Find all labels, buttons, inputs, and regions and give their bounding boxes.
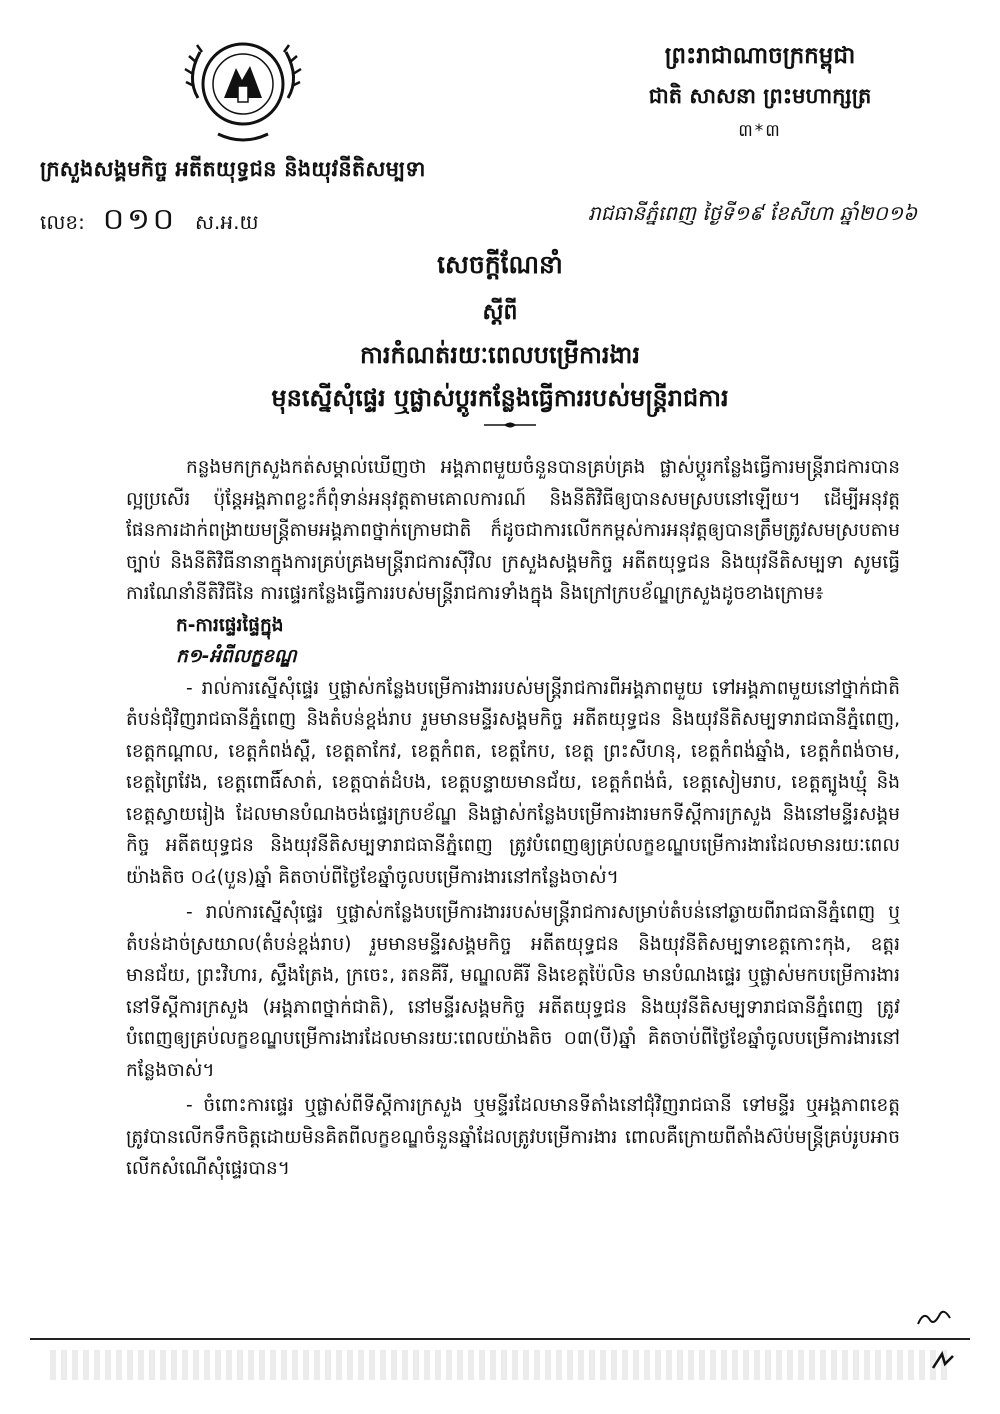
subsection-heading: ក១-អំពីលក្ខខណ្ឌ [176,646,297,667]
handwritten-corner-mark [930,1350,956,1372]
footer-divider [30,1338,970,1340]
reference-suffix: ស.អ.យ [195,210,259,234]
condition-paragraph-1: - រាល់ការស្នើសុំផ្ទេរ ឬផ្លាស់កន្លែងបម្រើការងាររបស់មន្ត្រីរាជការពីអង្គភាពមួយ ទៅអង្គភាពមួយនៅថ្នាក់ជាតិតំបន់ជុំវិញរាជធានីភ្នំពេញ និងតំបន់ខ្ពង់រាប រួមមានមន្ទីរសង្គមកិច្ច អតីតយុទ្ធជន និងយុវនីតិសម្បទារាជធានីភ្នំពេញ, ខេត្តកណ្តាល, ខេត្តកំពង់ស្ពឺ, ខេត្តតាកែវ, ខេត្តកំពត, ខេត្តកែប, ខេត្ត ព្រះសីហនុ, ខេត្តកំពង់ឆ្នាំង, ខេត្តកំពង់ចាម, ខេត្តព្រៃវែង, ខេត្តពោធិ៍សាត់, ខេត្តបាត់ដំបង, ខេត្តបន្ទាយមានជ័យ, ខេត្តកំពង់ធំ, ខេត្តសៀមរាប, ខេត្តត្បូងឃ្មុំ និងខេត្តស្វាយរៀង ដែលមានបំណងចង់ផ្ទេរក្របខ័ណ្ឌ និងផ្លាស់កន្លែងបម្រើការងារមកទីស្តីការក្រសួង និងនៅមន្ទីរសង្គមកិច្ច អតីតយុទ្ធជន និងយុវនីតិសម្បទារាជធានីភ្នំពេញ ត្រូវបំពេញឲ្យគ្រប់លក្ខខណ្ឌបម្រើការងារដែលមានរយៈពេលយ៉ាងតិច ០៤(បួន)ឆ្នាំ គិតចាប់ពីថ្ងៃខែឆ្នាំចូលបម្រើការងារនៅកន្លែងចាស់។ [126,677,900,888]
title-subject-line-1: ការកំណត់រយៈពេលបម្រើការងារ [360,341,640,369]
kingdom-header [600,42,920,145]
condition-paragraph-3: - ចំពោះការផ្ទេរ ឬផ្លាស់ពីទីស្តីការក្រសួង ឬមន្ទីរដែលមានទីតាំងនៅជុំវិញរាជធានី ទៅមន្ទីរ ឬអង្គភាពខេត្ត ត្រូវបានលើកទឹកចិត្តដោយមិនគិតពីលក្ខខណ្ឌចំនួនឆ្នាំដែលត្រូវបម្រើការងារ ពោលគឺក្រោយពីតាំងស៊ប់មន្ត្រីគ្រប់រូបអាចលើកសំណើសុំផ្ទេរបាន។ [126,1095,900,1179]
handwritten-initials [914,1306,954,1330]
footer-bleedthrough [50,1350,950,1380]
document-type: សេចក្តីណែនាំ [437,250,563,279]
document-body [126,452,900,1185]
intro-paragraph: កន្លងមកក្រសួងកត់សម្គាល់ឃើញថា អង្គភាពមួយចំនួនបានគ្រប់គ្រង ផ្លាស់ប្តូរកន្លែងធ្វើការមន្ត្រីរាជការបានល្អប្រសើរ ប៉ុន្តែអង្គភាពខ្លះក៏ពុំទាន់អនុវត្តតាមគោលការណ៍ និងនីតិវិធីឲ្យបានសមស្របនៅឡើយ។ ដើម្បីអនុវត្តផែនការដាក់ពង្រាយមន្ត្រីតាមអង្គភាពថ្នាក់ក្រោមជាតិ ក៏ដូចជាការលើកកម្ពស់ការអនុវត្តឲ្យបានត្រឹមត្រូវសមស្របតាមច្បាប់ និងនីតិវិធីនានាក្នុងការគ្រប់គ្រងមន្ត្រីរាជការស៊ីវិល ក្រសួងសង្គមកិច្ច អតីតយុទ្ធជន និងយុវនីតិសម្បទា សូមធ្វើការណែនាំនីតិវិធីនៃ ការផ្ទេរកន្លែងធ្វើការរបស់មន្ត្រីរាជការទាំងក្នុង និងក្រៅក្របខ័ណ្ឌក្រសួងដូចខាងក្រោម៖ [126,457,900,604]
reference-label: លេខ: [40,210,85,234]
header-ornament: ៣*៣ [738,121,782,141]
title-about: ស្តីពី [482,300,518,325]
reference-line [40,200,259,244]
section-heading: ក-ការផ្ទេរផ្ទៃក្នុង [176,614,284,636]
reference-number: ០១០ [102,202,178,237]
title-subject-line-2: មុនស្នើសុំផ្ទេរ ឬផ្លាស់ប្តូរកន្លែងធ្វើការរបស់មន្ត្រីរាជការ [271,384,729,412]
condition-paragraph-2: - រាល់ការស្នើសុំផ្ទេរ ឬផ្លាស់កន្លែងបម្រើការងាររបស់មន្ត្រីរាជការសម្រាប់តំបន់នៅឆ្ងាយពីរាជធានីភ្នំពេញ ឬតំបន់ដាច់ស្រយាល(តំបន់ខ្ពង់រាប) រួមមានមន្ទីរសង្គមកិច្ច អតីតយុទ្ធជន និងយុវនីតិសម្បទាខេត្តកោះកុង, ឧត្តរមានជ័យ, ព្រះវិហារ, ស្ទឹងត្រែង, ក្រចេះ, រតនគីរី, មណ្ឌលគីរី និងខេត្តប៉ៃលិន មានបំណងផ្ទេរ ឬផ្លាស់មកបម្រើការងារនៅទីស្តីការក្រសួង (អង្គភាពថ្នាក់ជាតិ), នៅមន្ទីរសង្គមកិច្ច អតីតយុទ្ធជន និងយុវនីតិសម្បទារាជធានីភ្នំពេញ ត្រូវបំពេញឲ្យគ្រប់លក្ខខណ្ឌបម្រើការងារដែលមានរយៈពេលយ៉ាងតិច ០៣(បី)ឆ្នាំ គិតចាប់ពីថ្ងៃខែឆ្នាំចូលបម្រើការងារនៅកន្លែងចាស់។ [126,902,900,1081]
national-motto: ជាតិ សាសនា ព្រះមហាក្សត្រ [648,84,872,108]
ministry-name: ក្រសួងសង្គមកិច្ច អតីតយុទ្ធជន និងយុវនីតិសម្បទា [40,157,426,181]
document-date: រាជធានីភ្នំពេញ ថ្ងៃទី១៩ ខែសីហា ឆ្នាំ២០១៦ [588,201,918,225]
kingdom-name: ព្រះរាជាណាចក្រកម្ពុជា [664,43,856,69]
title-block [0,250,1000,418]
ministry-emblem-icon [178,28,308,146]
title-divider-ornament [482,420,538,430]
